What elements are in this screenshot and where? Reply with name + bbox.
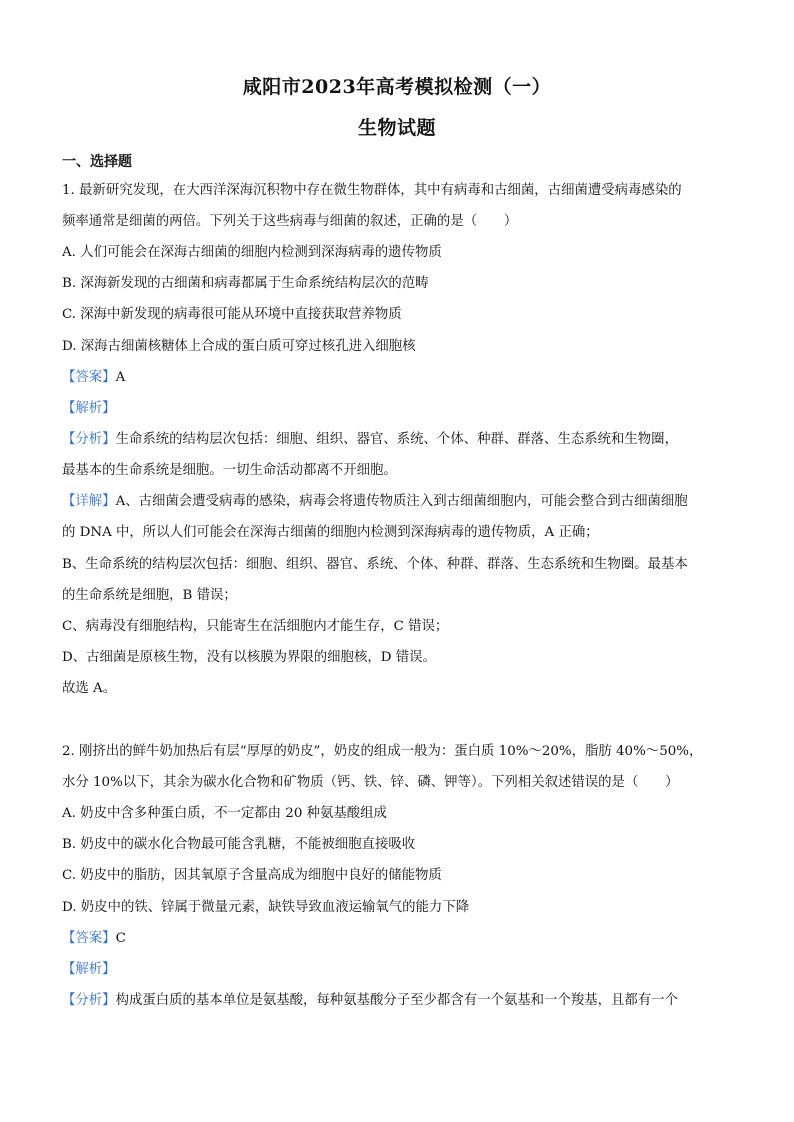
exam-subtitle: 生物试题 bbox=[357, 117, 436, 139]
q1-answer-line bbox=[62, 368, 742, 388]
q1-stem-line-1: 1. 最新研究发现，在大西洋深海沉积物中存在微生物群体，其中有病毒和古细菌，古细菌遭受病毒感染的 bbox=[62, 183, 682, 198]
q1-detail-text-1: A、古细菌会遭受病毒的感染，病毒会将遗传物质注入到古细菌细胞内，可能会整合到古细菌细胞 bbox=[115, 494, 688, 509]
q1-detail-line-3: B、生命系统的结构层次包括：细胞、组织、器官、系统、个体、种群、群落、生态系统和生物圈。最基本 bbox=[62, 557, 688, 572]
q2-answer-line bbox=[62, 929, 742, 949]
q2-option-d: D. 奶皮中的铁、锌属于微量元素，缺铁导致血液运输氧气的能力下降 bbox=[62, 900, 470, 915]
q1-detail-line-5: C、病毒没有细胞结构，只能寄生在活细胞内才能生存，C 错误； bbox=[62, 619, 449, 634]
section-heading: 一、选择题 bbox=[62, 154, 132, 170]
analysis-tag: 【分析】 bbox=[62, 432, 116, 447]
q1-analysis-line-1 bbox=[62, 430, 742, 450]
q1-analysis-line-2: 最基本的生命系统是细胞。一切生命活动都离不开细胞。 bbox=[62, 463, 397, 478]
q2-answer: C bbox=[115, 931, 126, 946]
q2-option-c: C. 奶皮中的脂肪，因其氧原子含量高成为细胞中良好的储能物质 bbox=[62, 868, 442, 883]
q2-analysis-line-1 bbox=[62, 991, 742, 1011]
q1-option-d: D. 深海古细菌核糖体上合成的蛋白质可穿过核孔进入细胞核 bbox=[62, 339, 416, 354]
analysis-tag: 【分析】 bbox=[62, 993, 116, 1008]
q2-explain-line bbox=[62, 960, 742, 980]
q1-answer: A bbox=[115, 370, 126, 385]
answer-tag: 【答案】 bbox=[62, 931, 116, 946]
q2-option-a: A. 奶皮中含多种蛋白质，不一定都由 20 种氨基酸组成 bbox=[62, 806, 387, 821]
q1-detail-line-4: 的生命系统是细胞，B 错误； bbox=[62, 588, 237, 603]
q1-explain-line bbox=[62, 399, 742, 419]
q1-conclusion: 故选 A。 bbox=[62, 681, 117, 696]
q1-analysis-text-1: 生命系统的结构层次包括：细胞、组织、器官、系统、个体、种群、群落、生态系统和生物圈， bbox=[115, 432, 678, 447]
q2-stem-line-2: 水分 10%以下，其余为碳水化合物和矿物质（钙、铁、锌、磷、钾等）。下列相关叙述错误的是（ ） bbox=[62, 775, 679, 790]
q2-option-b: B. 奶皮中的碳水化合物最可能含乳糖，不能被细胞直接吸收 bbox=[62, 837, 416, 852]
q1-option-b: B. 深海新发现的古细菌和病毒都属于生命系统结构层次的范畴 bbox=[62, 276, 429, 291]
q2-analysis-text-1: 构成蛋白质的基本单位是氨基酸，每种氨基酸分子至少都含有一个氨基和一个羧基，且都有一个 bbox=[115, 993, 678, 1008]
detail-tag: 【详解】 bbox=[62, 494, 116, 509]
q1-detail-line-1 bbox=[62, 492, 742, 512]
q1-detail-line-6: D、古细菌是原核生物，没有以核膜为界限的细胞核，D 错误。 bbox=[62, 650, 436, 665]
q1-option-a: A. 人们可能会在深海古细菌的细胞内检测到深海病毒的遗传物质 bbox=[62, 245, 442, 260]
q2-stem-line-1: 2. 刚挤出的鲜牛奶加热后有层“厚厚的奶皮”，奶皮的组成一般为：蛋白质 10%～20%，脂肪 40%～50%， bbox=[62, 744, 703, 759]
exam-title: 咸阳市2023年高考模拟检测（一） bbox=[242, 76, 552, 98]
q1-detail-line-2: 的 DNA 中，所以人们可能会在深海古细菌的细胞内检测到深海病毒的遗传物质，A 正确； bbox=[62, 525, 599, 540]
q1-stem-line-2: 频率通常是细菌的两倍。下列关于这些病毒与细菌的叙述，正确的是（ ） bbox=[62, 214, 518, 229]
answer-tag: 【答案】 bbox=[62, 370, 116, 385]
q1-option-c: C. 深海中新发现的病毒很可能从环境中直接获取营养物质 bbox=[62, 307, 402, 322]
explain-tag: 【解析】 bbox=[62, 962, 116, 977]
explain-tag: 【解析】 bbox=[62, 401, 116, 416]
